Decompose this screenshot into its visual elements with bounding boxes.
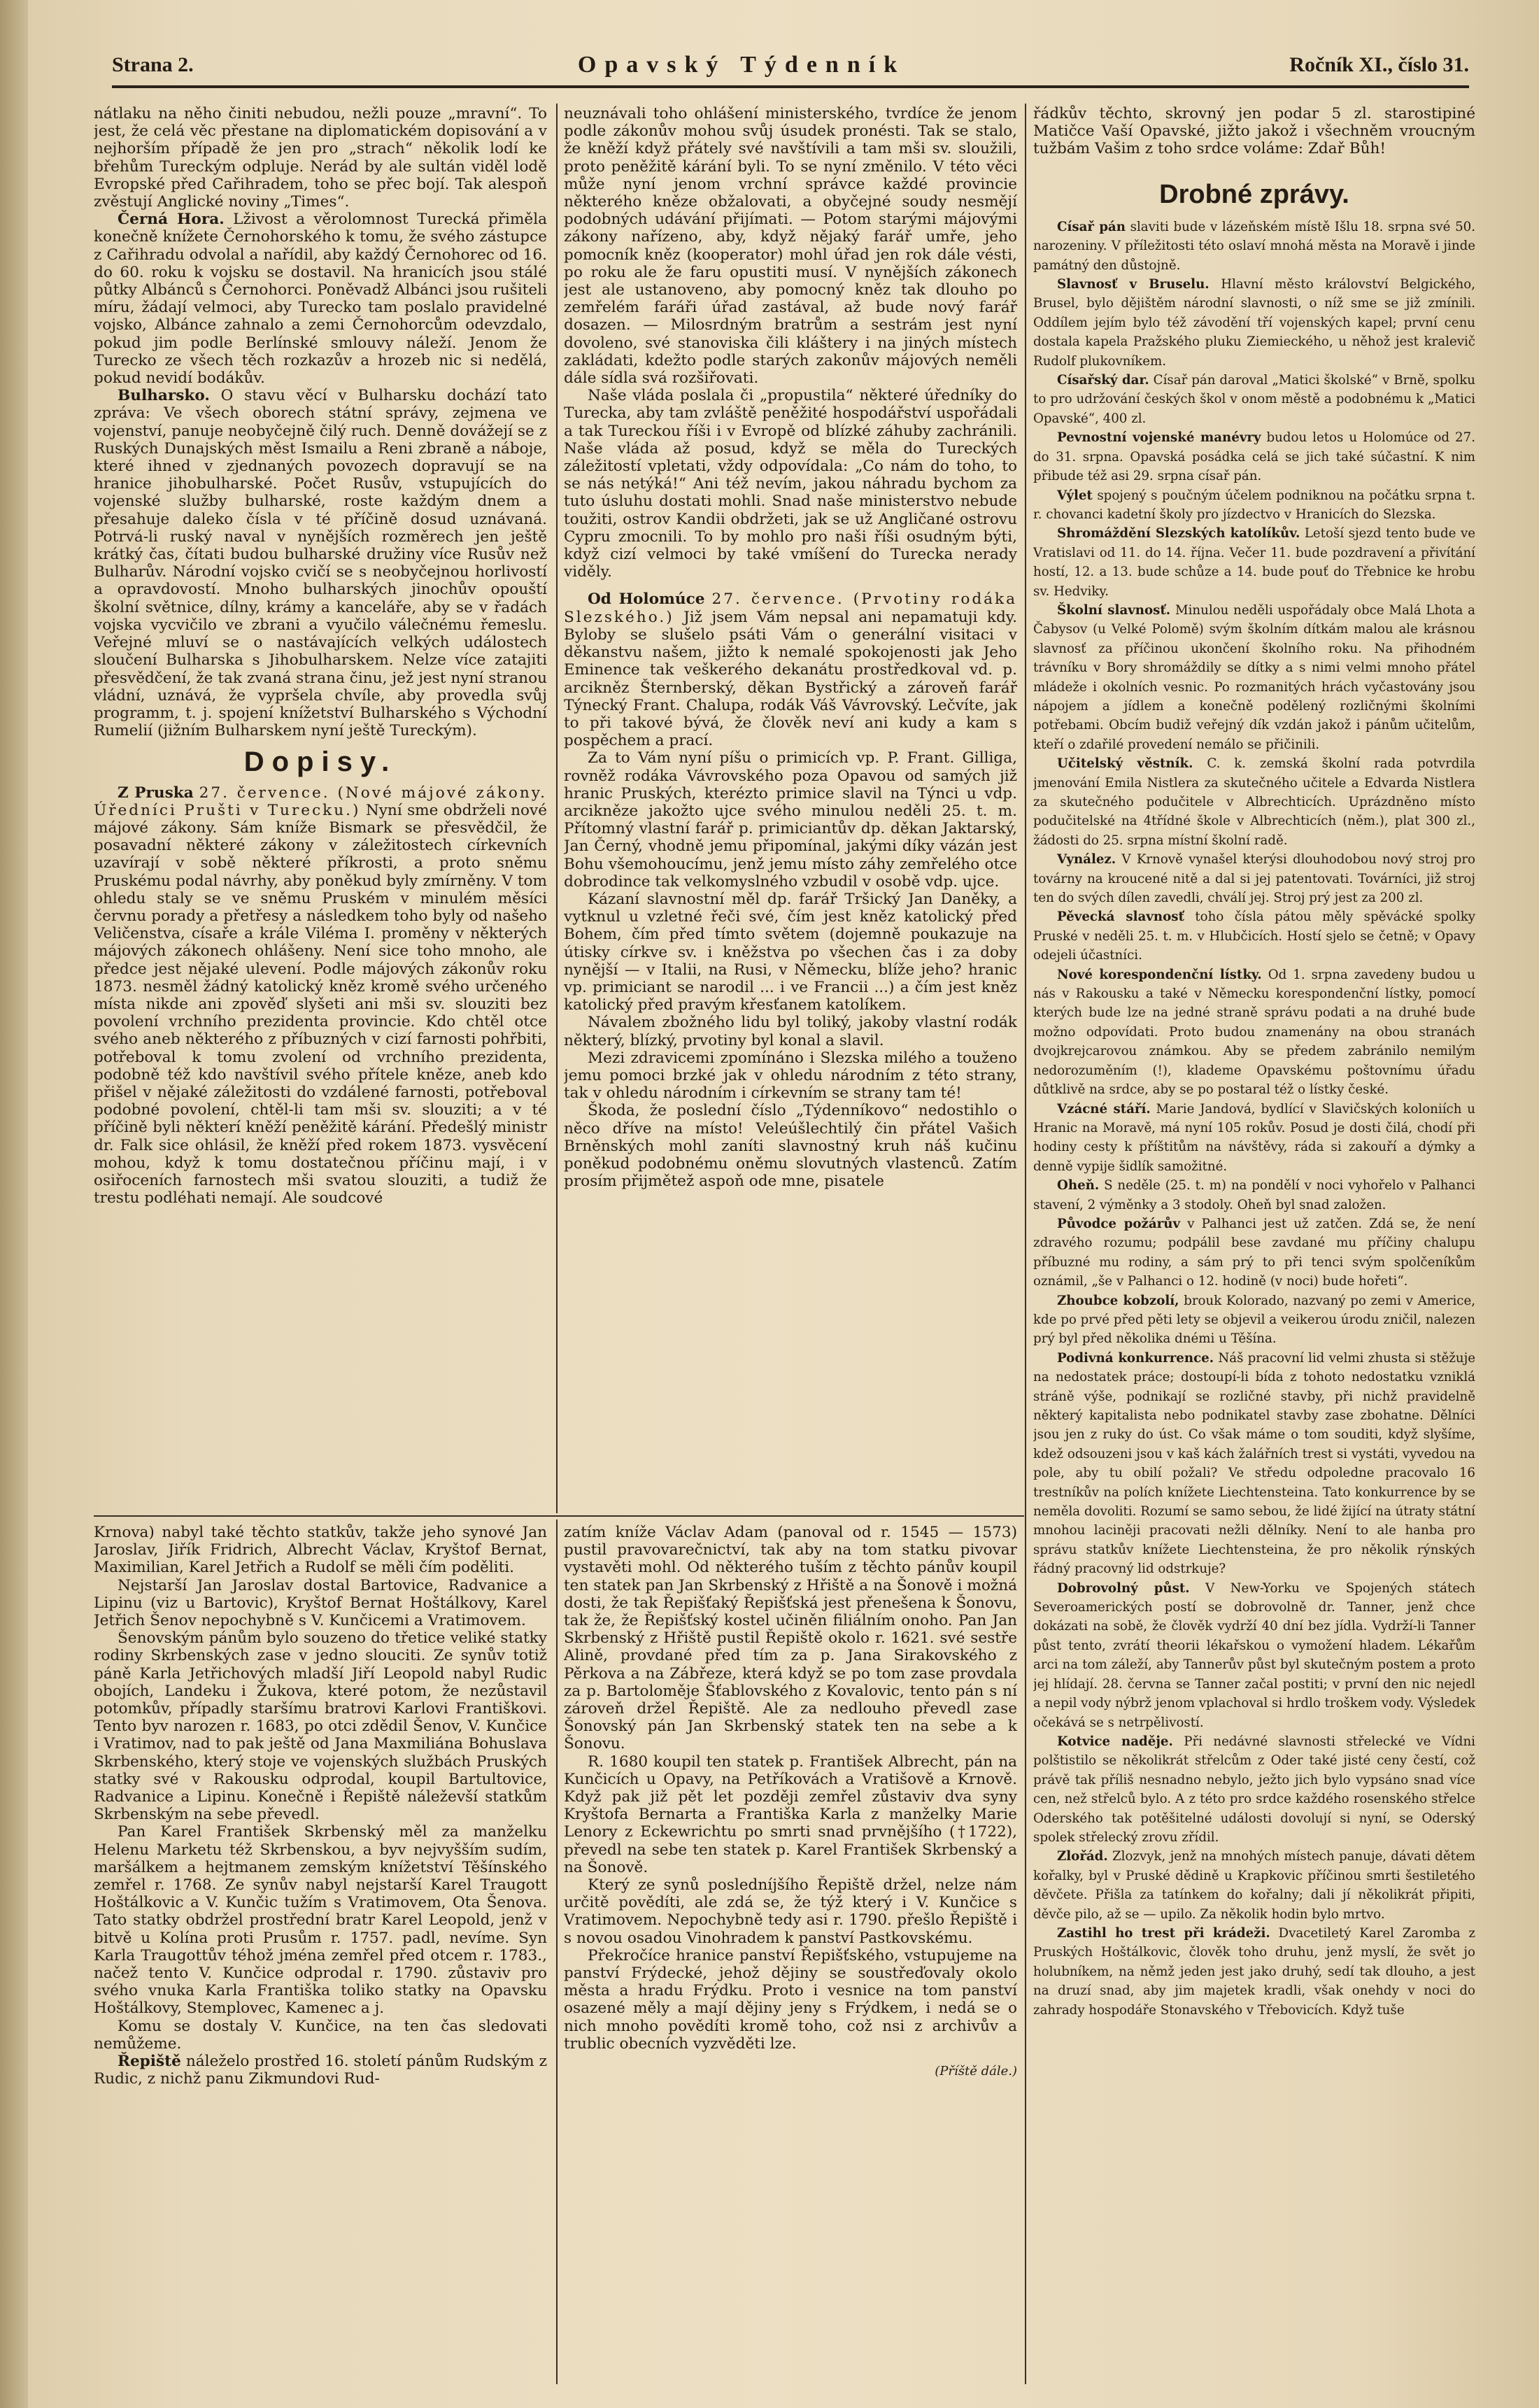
paragraph-text: náleželo prostřed 16. století pánům Rudským z Rudic, z nichž panu Zikmundovi Rud- [94, 2053, 547, 2088]
paragraph-text: Nyní sme obdrželi nové májové zákony. Sám kníže Bismark se přesvědčil, že posavadní některé zákony v záležitostech církevních uzavírají v sobě některé příkrosti, a proto sněmu Pruskému podal návrhy, aby poněkud byly zmírněny. V tom ohledu staly se ve sněmu Pruském v minulém měsíci červnu porady a přetřesy a následkem toho byly od našeho Veličenstva, císaře a krále Viléma I. proměny v některých májových zákonech ohlášeny. Není sice toho mnoho, ale předce jest nějaké ulevení. Podle májových zákonův roku 1873. nesměl žádný katolický kněz kromě svého určeného místa nikde ani zpověď slyšeti ani mši sv. slouziti bez povolení vrchního prezidenta provincie. Kdo chtěl otce svého aneb některého z příbuzných v cizí farnosti pohřbiti, potřeboval k tomu zvolení od vrchního prezidenta, podobně též kdo navštívil svého přítele kněze, aneb kdo přišel v nějaké záležitosti do vzdálené farnosti, potřeboval podobné povolení, chtěl-li tam mši sv. slouziti; a v té příčině byli některí kněží peněžitě kárání. Předešlý ministr dr. Falk sice ohlásil, že kněží před rokem 1873. vysvěcení mohou, když k tomu dostatečnou příčinu mají, i v osiřoceních farnostech mši svatou slouziti, a tudiž že trestu podléhati nemají. Ale soudcové [94, 801, 547, 1207]
section-heading-dopisy: Dopisy. [243, 746, 397, 778]
section-heading-drobne-zpravy: Drobné zprávy. [1159, 179, 1349, 209]
news-item-head: Pěvecká slavnosť [1057, 909, 1184, 925]
news-item-head: Učitelský věstník. [1057, 756, 1193, 772]
page-spine-shadow [0, 0, 28, 2408]
article-continuation: nátlaku na něho činiti nebudou, nežli pouze „mravní“. To jest, že celá věc přestane na diplomatickém dopisování a v nejhorším případě že jen pro „strach“ několik lodí ke břehům Tureckým odpluje. Nerád by ale sultán viděl lodě Evropské před Cařihradem, toho se přec bojí. Tak alespoň zvěstují Anglické noviny „Times“. [94, 105, 547, 211]
news-item-text: Od 1. srpna zavedeny budou u nás v Rakousku a také v Německu korespondenční lístky, pomocí kterých bude lze na jedné straně správu podati a na druhé bude možno odpovídati. Proto budou znamenány na obou stranách dvojkrejcarovou známkou. Aby se předem zabránilo nemilým nedorozuměním (!), klademe Opavskému poštovnímu úřadu důtklivě na srdce, aby se po postaral též o lístky české. [1033, 967, 1475, 1098]
news-item [1033, 1176, 1475, 1214]
news-item [1033, 371, 1475, 428]
page-header [112, 45, 1469, 88]
news-item-head: Zlořád. [1057, 1849, 1108, 1864]
news-item [1033, 1291, 1475, 1349]
paragraph-head: Černá Hora. [118, 211, 225, 229]
news-item-head: Původce požárův [1057, 1216, 1181, 1231]
paragraph-text: Překročíce hranice panství Řepišťského, vstupujeme na panství Frýdecké, jehož dějiny se soustřeďovaly okolo města a hradu Frýdku. Proto i vesnice na tom panství osazené měly a mají dějiny jeny s Frýdkem, i nedá se o nich mnoho povědíti kromě toho, což nsi z archivův a trublic obecních vyzvěděti lze. [564, 1946, 1017, 2053]
news-item-head: Oheň. [1057, 1178, 1100, 1194]
news-item-head: Podivná konkurrence. [1057, 1350, 1214, 1366]
paragraph-subhead: 27. července. (Prvotiny rodáka Slezského.) [564, 590, 1017, 626]
news-item [1033, 1579, 1475, 1732]
volume-issue: Ročník XI., číslo 31. [1289, 53, 1469, 76]
news-item-text: slaviti bude v lázeňském místě Išlu 18. srpna své 50. narozeniny. V příležitosti této oslaví mnohá města na Moravě i jinde památný den důstojně. [1033, 219, 1475, 273]
news-item-text: Císař pán daroval „Matici školské“ v Brně, spolku to pro udržování českých škol v onom městě a podobnému k „Matici Opavské“, 400 zl. [1033, 373, 1475, 426]
news-item-head: Zastihl ho trest při krádeži. [1057, 1925, 1270, 1941]
paragraph-text: Lživost a věrolomnost Turecká přiměla konečně knížete Černohorského k tomu, že svého zástupce z Cařihradu odvolal a nařídil, aby každý Černohorec od 16. do 60. roku k vojsku se dostavil. Na hranicích jsou stálé půtky Albánců s Černohorci. Poněvadž Albánci jsou rušiteli míru, žádají velmoci, aby Turecko tam poslalo pravidelné vojsko, Albánce zahnalo a zemi Černohorcům odevzdalo, pokud jim podle Berlínské smlouvy náleží. Jenom že Turecko ze všech těch rozkazův a hrozeb nic si nedělá, pokud nevidí bodákův. [94, 211, 547, 388]
news-item-head: Kotvice naděje. [1057, 1734, 1173, 1749]
news-item-text: Zlozvyk, jenž na mnohých místech panuje, dávati dětem kořalky, byl v Pruské dědině u Krapkovic příčinou smrti šestiletého děvčete. Přišla za tatínkem do kořalny; dali jí několikrát připiti, děvče pilo, až se — upilo. Za několik hodin bylo mrtvo. [1033, 1849, 1475, 1922]
news-item-text: brouk Kolorado, nazvaný po zemi v Americe, kde po prvé před pěti lety se objevil a veikerou úrodu zničil, nalezen prý byl před několika dnémi u Těšína. [1033, 1293, 1475, 1347]
column-5 [564, 1524, 1017, 2384]
paragraph-text: Nejstarší Jan Jaroslav dostal Bartovice, Radvanice a Lipinu (viz u Bartovic), Kryštof Bernat Hoštálkovy, Karel Jetřich Šenov nepochybně s V. Kunčicemi a Vratimovem. [94, 1576, 547, 1630]
article-continuation: neuznávali toho ohlášení ministerského, tvrdíce že jenom podle zákonův mohou svůj úsudek pronésti. Tak se stalo, že kněží když přátely své navštívili a tam mši sv. sloužili, proto peněžitě kárání byli. To se nyní změnilo. V této věci může nyní jenom vrchní správce každé provincie některého kněze obžalovati, a obyčejné soudy nesmějí podobných udávání přijímati. — Potom starými májovými zákony nařízeno, aby, když nějaký farář umře, jeho pomocník kněz (kooperator) mohl úřad jen rok dále vésti, po roku ale že faru opustiti musí. V nynějších zákonech jest ale ustanoveno, aby pomocný kněz tak dlouho po zemřelém faráři úřad zastával, až bude nový farář dosazen. — Milosrdným bratrům a sestrám jest nyní dovoleno, své stanoviska čili kláštery i na jiných místech zakládati, kdežto podle starých zakonův májových neměli dále sídla svá rozšiřovati. [564, 105, 1017, 388]
news-item [1033, 601, 1475, 754]
news-item-head: Školní slavnosť. [1057, 602, 1171, 618]
paragraph-bulgaria [94, 387, 547, 739]
paragraph-text: Již jsem Vám nepsal ani nepamatuji kdy. Byloby se slušelo psáti Vám o generální visitaci v děkanstvu našem, jižto k nemalé spokojenosti jak Jeho Eminence tak veškerého dekanátu prostředkoval vd. p. arcikněz Šternberský, děkan Bystřický a zároveň farář Týnecký Frant. Chalupa, rodák Váš Vávrovský. Lečvíte, jak to při takové bývá, že člověk neví ani kudy a kam s pospěchem a prací. [564, 608, 1017, 750]
news-item-text: Náš pracovní lid velmi zhusta si stěžuje na nedostatek práce; dostoupí-li bída z tohoto nedostatku vzniklá stráně výše, podnikají se rozličné stavby, při nichž pravidelně některý kapitalista nebo podnikatel stavby zase zbohatne. Dělníci jsou jen z ruky do úst. Co však máme o tom souditi, když slyšíme, kdež odsouzeni jsou v kaš kách žalářních trest si vystáti, vyvedou na pole, aby tu obilí požali? Ve středu odpoledne pracovalo 16 trestníkův na polích knížete Liechtensteina. Tato konkurrence by se neměla dovoliti. Rozumí se samo sebou, že lidé žijící na útraty státní mnohou laciněji pracovati nežli dělníky. Není to ale hanba pro správu statkův knížete Liechtensteina, že pro několik rýnských řádný pracovný lid odstrkuje? [1033, 1350, 1475, 1577]
news-item [1033, 754, 1475, 850]
column-3 [1033, 105, 1475, 2387]
newspaper-title: Opavský Týdenník [577, 52, 906, 78]
column-2 [564, 105, 1017, 1511]
news-item [1033, 1924, 1475, 2020]
news-item-text: Letoší sjezd tento bude ve Vratislavi od 11. do 14. října. Večer 11. bude pozdravení a přivítání hostí, 12. a 13. bude schůze a 14. bude pouť do Třebnice ke hrobu sv. Hedviky. [1033, 526, 1475, 599]
news-item-text: spojený s poučným účelem podniknou na počátku srpna t. r. chovanci kadetní školy pro jízdectvo v Hranicích do Slezska. [1033, 488, 1475, 522]
news-item-text: V Krnově vynašel kterýsi dlouhodobou nový stroj pro továrny na kroucené nitě a dal si jej patentovati. Továrníci, již stroj ten do svých dílen zavedli, chválí jej. Stroj prý jest za 200 zl. [1033, 852, 1475, 906]
news-item [1033, 1349, 1475, 1579]
news-item-head: Dobrovolný půst. [1057, 1580, 1190, 1596]
news-item-text: Dvacetiletý Karel Zaromba z Pruských Hoštálkovic, člověk toho druhu, jenž myslí, že svět jo holubníkem, na němž jeden jest jako druhý, sedí tak dlouho, a jest na druzí snad, aby jim majetek kradli, však onehdy v noci do zahrady hospodáře Stonavského v Třebovicích. Když tuše [1033, 1925, 1475, 2018]
news-item-head: Císař pán [1057, 219, 1126, 234]
news-item-text: budou letos u Holomúce od 27. do 31. srpna. Opavská posádka celá se jich také súčastní. K nim přibude též asi 29. srpna císař pán. [1033, 430, 1475, 484]
news-item [1033, 1100, 1475, 1177]
paragraph-text: Za to Vám nyní píšu o primicích vp. P. Frant. Gilliga, rovněž rodáka Vávrovského poza Opavou od samých již hranic Pruských, kterézto primice slavil na Týnci u vdp. arcikněze jakožto ujce svého minulou neděli 25. t. m. Přítomný vlastní farář p. primiciantův dp. děkan Jaktarský, Jan Černý, vhodně jemu připomínal, jakými díky vázán jest Bohu všemohoucímu, jenž jemu místo záhy zemřelého otce dobrodince tak velkomyslného vzbudil v osobě vdp. ujce. [564, 749, 1017, 891]
news-item-text: V New-Yorku ve Spojených státech Severoamerických postí se dobrovolně dr. Tanner, jenž chce dokázati na sobě, že člověk vydrží 40 dní bez jídla. Vydrží-li Tanner půst tento, zvrátí theorii lékařskou o vymožení hladem. Lékařům arci na tom záleží, aby Tannerův půst byl skutečným postem a proto jej hlídají. 28. června se Tanner začal postiti; v první den nic nejedl a nepil vody nýbrž jenom vplachoval si hrdlo troškem vody. Výsledek očekává se s netrpělivostí. [1033, 1580, 1475, 1730]
paragraph-text: Mezi zdravicemi zpomínáno i Slezska milého a touženo jemu pomoci brzké jak v ohledu národním z této strany, tak v ohledu národním i církevním se strany tam té! [564, 1049, 1017, 1103]
paragraph-head: Bulharsko. [118, 387, 210, 405]
news-item-head: Pevnostní vojenské manévry [1057, 430, 1261, 446]
news-item [1033, 218, 1475, 275]
page-number: Strana 2. [112, 53, 194, 76]
horizontal-rule [94, 1515, 1024, 1517]
news-item-text: toho čísla pátou měly spěvácké spolky Pruské v neděli 25. t. m. v Hlubčicích. Hostí sjelo se četně; v Opavy odejeli účastníci. [1033, 909, 1475, 963]
paragraph-head: Od Holomúce [588, 590, 705, 609]
paragraph-text: R. 1680 koupil ten statek p. František Albrecht, pán na Kunčicích u Opavy, na Petříkovách a Vratišově a Krnově. Když pak již pět let později zemřel zůstaviv dva syny Kryštofa Bernarta a Františka Karla z manželky Marie Lenory z Eckewrichtu po smrti snad prvnějšího (†1722), převedl na sebe ten statek p. Karel František Skrbenský a na Šonově. [564, 1752, 1017, 1876]
news-item-head: Císařský dar. [1057, 373, 1149, 388]
news-item-text: S neděle (25. t. m) na pondělí v noci vyhořelo v Palhanci stavení, 2 výměnky a 3 stodoly. Oheň byl snad založen. [1033, 1178, 1475, 1212]
paragraph-repiste [94, 2053, 547, 2088]
news-item-text: C. k. zemská školní rada potvrdila jmenování Emila Nistlera za skutečného učitele a Edvarda Nistlera za skutečného podučitele v Albrechticích. Uprázdněno místo podučitelské na 4třídné škole v Albrechticích (něm.), plat 300 zl., žádosti do 25. srpna místní školní radě. [1033, 756, 1475, 848]
news-item [1033, 428, 1475, 486]
column-rule [556, 104, 558, 1513]
article-continuation: Krnova) nabyl také těchto statkův, takže jeho synové Jan Jaroslav, Jiřík Fridrich, Albrecht Václav, Kryštof Bernat, Maximilian, Karel Jetřich a Rudolf se měli čím poděliti. [94, 1524, 547, 1577]
news-item [1033, 275, 1475, 371]
news-list [1033, 218, 1475, 2020]
news-item-text: v Palhanci jest už zatčen. Zdá se, že není zdravého rozumu; podpálil bese zavdané mu příčiny chalupu příbuzné mu rodiny, a sám prý to při tenci svým spolčeníkům oznámil, „še v Palhanci o 12. hodině (v noci) bude hořeti“. [1033, 1216, 1475, 1289]
paragraph-text: Šenovským pánům bylo souzeno do třetice veliké statky rodiny Skrbenských zase v jedno slouciti. Ze synův totiž páně Karla Jetřichových mladší Jiří Leopold nabyl Rudic obojích, Landeku i Žukova, které potom, že nezůstavil potomkův, případly staršímu bratrovi Karlovi Františkovi. Tento byv narozen r. 1683, po otci zdědil Šenov, V. Kunčice i Vratimov, nad to pak ještě od Jana Maxmiliána Bohuslava Skrbenského, který stoje ve vojenských službách Pruských statky své v Rakousku odprodal, koupil Bartultovice, Radvanice a Lipinu. Konečně i Řepiště náleževší statkům Skrbenským na sebe převedl. [94, 1629, 547, 1824]
news-item [1033, 850, 1475, 907]
paragraph-head: Z Pruska [118, 784, 194, 802]
news-item-text: Při nedávné slavnosti střelecké ve Vídni polštistilo se několikrát střelcům z Oder také jisté ceny čestí, což právě tak příliš nesnadno nebylo, ježto jich bylo vypsáno snad více cen, než střelců bylo. A z této pro srdce každého rosenského střelce Oderského tak potěšitelné události dovolují si nyní, se Oderský spolek střelecký zrovu zřídil. [1033, 1734, 1475, 1845]
column-rule [556, 1520, 558, 2384]
paragraph-head: Řepiště [118, 2053, 181, 2071]
news-item [1033, 1732, 1475, 1847]
news-item [1033, 1847, 1475, 1924]
news-item-text: Hlavní město království Belgického, Brusel, bylo dějištěm národní slavnosti, o níž sme se již zmínili. Oddílem jejím bylo též závodění tří vojenských kapel; první cenu dostala kapela Pražského pluku Ziemieckého, u něhož jest kralevič Rudolf plukovníkem. [1033, 277, 1475, 369]
news-item [1033, 524, 1475, 601]
news-item-head: Nové korespondenční lístky. [1057, 967, 1262, 982]
column-4 [94, 1524, 547, 2384]
paragraph-montenegro [94, 211, 547, 387]
news-item-head: Vynález. [1057, 852, 1116, 867]
news-item-text: Minulou neděli uspořádaly obce Malá Lhota a Čabysov (u Velké Polomě) svým školním dítkám malou ale krásnou slavnosť za příčinou ukončení školního roku. Na přihodném trávníku v Bory shromáždily se dítky a s nimi velmi mnoho přátel mládeže i okolních vesnic. Po rozmanitých hrách vyčastovány jsou nápojem a jídlem a konečně podělený rozličnými školními potřebami. Obcím budiž veřejný dík vzdán jakož i pánům učitelům, kteří o zdařilé provedení nemálo se přičinili. [1033, 602, 1475, 752]
paragraph-text: Kázaní slavnostní měl dp. farář Tršický Jan Daněky, a vytknul u vzletné řeči své, čím jest kněz katolický před Bohem, čím před tímto světem (dojemně poukazuje na útisky církve sv. i kněžstva po všechen čas i za doby nynější — v Italii, na Rusi, v Německu, blíže jeho? hranic vp. primiciant se narodil ... i ve Francii ...) a čím jest kněz katolický před pravým křesťanem katolíkem. [564, 890, 1017, 1014]
news-item-head: Zhoubce kobzolí, [1057, 1293, 1179, 1308]
news-item [1033, 1214, 1475, 1291]
news-item [1033, 907, 1475, 965]
news-item [1033, 965, 1475, 1100]
paragraph-subhead: 27. července. (Nové májové zákony. Úředníci Prušti v Turecku.) [94, 784, 547, 819]
news-item-head: Výlet [1057, 488, 1093, 503]
news-item-head: Shromáždění Slezských katolíkův. [1057, 526, 1300, 541]
column-rule [1025, 104, 1026, 2384]
column-1 [94, 105, 547, 1511]
article-continuation: řádkův těchto, skrovný jen podar 5 zl. starostipiné Matičce Vaší Opavské, jižto jakož i všechněm vroucným tužbám Vašim z toho srdce voláme: Zdař Bůh! [1033, 105, 1475, 158]
article-continuation: zatím kníže Václav Adam (panoval od r. 1545 — 1573) pustil pravovarečnictví, tak aby na tom statku pivovar vystavěti mohl. Od některého tuším z těchto pánův koupil ten statek pan Jan Skrbenský z Hřiště a na Šonově i možná dosti, že tak Řepišťaký Řepišťská jest přenešena k Šonovu, tak že, že Řepišťský kostel učiněn filiálním onoho. Pan Jan Skrbenský z Hřiště pustil Řepiště okolo r. 1621. své sestře Alině, provdané před tím za p. Jana Sirakovského z Pěrkova a na Zábřeze, která když se po tom zase provdala za p. Bartoloměje Šťablovského z Kovalovic, tento pán s ní zároveň držel Řepiště. Ale za nedlouho převedl zase Šonovský pán Jan Skrbenský statek ten na sebe a k Šonovu. [564, 1524, 1017, 1753]
paragraph-text: Pan Karel František Skrbenský měl za manželku Helenu Marketu též Skrbenskou, a byv nejvyšším sudím, maršálkem a hejtmanem zemským knížetství Těšínského zemřel r. 1768. Ze synův nabyl nejstarší Karel Traugott Hoštálkovic a V. Kunčic tužím s Vratimovem, Ota Šenova. Tato statky obdržel prostřední bratr Karel Leopold, jenž v bitvě u Kolína proti Prusům r. 1757. padl, nevíme. Syn Karla Traugottův téhož jména zemřel před otcem r. 1783., načež tento V. Kunčice odprodal r. 1790. zůstaviv pro svého vnuka Karla Františka toliko statky na Opavsku Hoštálkovy, Stemplovec, Kamenec a j. [94, 1823, 547, 2018]
news-item-text: Marie Jandová, bydlící v Slavičských koloniích u Hranic na Moravě, má nyní 105 rokův. Posud je dosti čilá, chodí při hodiny cesty k příštitům na návštěvy, ráda si zakouří a dýmky a denně vypije šidlík samožitné. [1033, 1101, 1475, 1174]
continued-note: (Příště dále.) [935, 2064, 1017, 2079]
paragraph-holomouc [564, 590, 1017, 749]
paragraph-prussia [94, 784, 547, 1207]
paragraph-text: Který ze synů posledníjšího Řepiště držel, nelze nám určitě povědíti, ale zdá se, že týž který i V. Kunčice s Vratimovem. Nepochybně tedy asi r. 1790. přešlo Řepiště i s novou osadou Vinohradem k panství Pastkovskému. [564, 1876, 1017, 1947]
paragraph-text: Návalem zbožného lidu byl toliký, jakoby vlastní rodák některý, blízký, prvotiny byl konal a slavil. [564, 1014, 1017, 1049]
news-item [1033, 486, 1475, 525]
paragraph-text: Komu se dostaly V. Kunčice, na ten čas sledovati nemůžeme. [94, 2017, 547, 2053]
paragraph-text: O stavu věcí v Bulharsku dochází tato zpráva: Ve všech oborech státní správy, zejmena ve vojenství, panuje neobyčejně čilý ruch. Denně dovážejí se z Ruských Dunajských měst Ismailu a Reni zbraně a náboje, které ihned v zjednaných povozech dopravují se na hranice jihobulharské. Počet Rusův, vstupujících do vojenské služby bulharské, roste každým dnem a přesahuje daleko čísla v té příčině dosud uznávaná. Potrvá-li ruský naval v nynějších rozměrech jen ještě krátký čas, čítati budou bulharské družiny více Rusův než Bulharův. Národní vojsko cvičí se s neobyčejnou horlivostí a opravdovostí. Mnoho bulharských jinochův opouští školní světnice, dílny, krámy a kanceláře, aby se v řadách vojska vycvičilo ve zbrani a vyučilo válečnému řemeslu. Veřejné mluví se o nastávajících velkých událostech sloučení Bulharska s Jihobulharskem. Nelze více zatajiti přesvědčení, že tak zvaná strana činu, jež jest nyní stranou vládní, uznává, že vypršela chvíle, aby provedla svůj programm, t. j. spojení knížetství Bulharského s Východní Rumelií (jižním Bulharskem nyní ještě Tureckým). [94, 387, 547, 740]
news-item-head: Slavnosť v Bruselu. [1057, 277, 1210, 292]
news-item-head: Vzácné stáří. [1057, 1101, 1151, 1117]
paragraph-text: Naše vláda poslala či „propustila“ některé úředníky do Turecka, aby tam zvláště peněžité hospodářství uspořádali a tak Tureckou říši i v Evropě od blízké záhuby zachránili. Naše vláda až posud, když se měla do Tureckých záležitostí vpletati, vždy odpovídala: „Co nám do toho, to se nás netýká!“ Ani též nevím, jakou náhradu bychom za tuto úsluhu dostati mohli. Snad naše ministerstvo nebude toužiti, ostrov Kandii obdržeti, jak se už Angličané ostrovu Cypru zmocnili. To by mohlo pro naši říši osudným býti, když cizí velmoci by také vmíšení do Turecka nerady viděly. [564, 387, 1017, 581]
paragraph-text: Škoda, že poslední číslo „Týdenníkovo“ nedostihlo o něco dříve na místo! Veleúšlechtilý čin přátel Vašich Brněnských mohl zaníti slavnostný kruh náš kučinu poněkud podobnému oněmu slovutných vlastenců. Zatím prosím přijmětež aspoň ode mne, pisatele [564, 1102, 1017, 1191]
